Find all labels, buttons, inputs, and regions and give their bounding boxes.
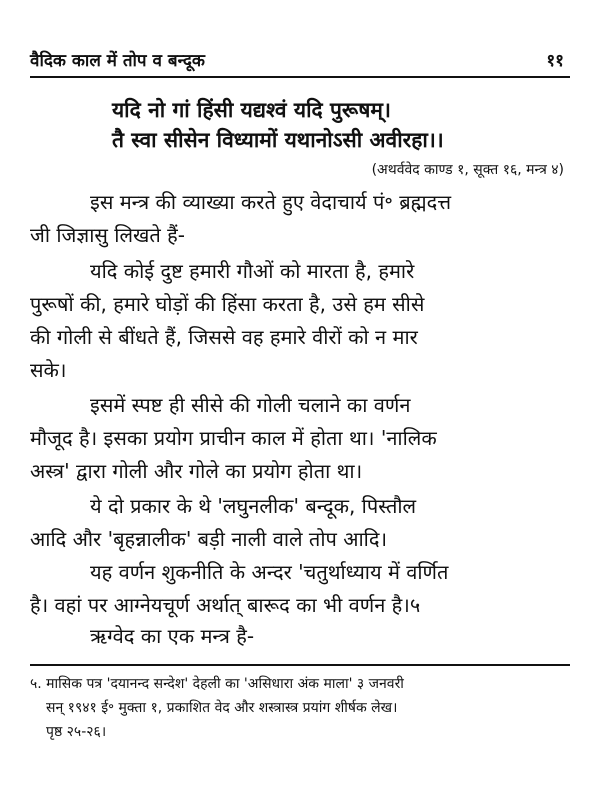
text-line: है। वहां पर आग्नेयचूर्ण अर्थात् बारूद का भी वर्णन है।५ bbox=[30, 593, 421, 617]
verse-line-1: यदि नो गां हिंसी यद्यश्वं यदि पुरूषम्। bbox=[112, 98, 391, 122]
text-line: यदि कोई दुष्ट हमारी गौओं को मारता है, हमारे bbox=[90, 259, 415, 283]
text-line: इसमें स्पष्ट ही सीसे की गोली चलाने का वर्णन bbox=[90, 393, 411, 417]
page-number: ११ bbox=[546, 51, 564, 71]
paragraph-6 bbox=[30, 620, 570, 653]
header-divider bbox=[30, 76, 570, 78]
footnote bbox=[30, 672, 570, 744]
verse-citation: (अथर्ववेद काण्ड १, सूक्त १६, मन्त्र ४) bbox=[371, 162, 564, 178]
text-line: आदि और 'बृहन्नालीक' बड़ी नाली वाले तोप आदि। bbox=[30, 527, 388, 551]
text-line: की गोली से बींधते हैं, जिससे वह हमारे वीरों को न मार bbox=[30, 325, 418, 349]
footnote-line: सन् १९४१ ई॰ मुक्ता १, प्रकाशित वेद और शस्त्रास्त्र प्रयांग शीर्षक लेख। bbox=[46, 700, 398, 716]
paragraph-3 bbox=[30, 389, 570, 488]
footnote-line: पृष्ठ २५-२६। bbox=[46, 724, 107, 740]
text-line: अस्त्र' द्वारा गोली और गोले का प्रयोग होता था। bbox=[30, 459, 363, 483]
footnote-line: ५. मासिक पत्र 'दयानन्द सन्देश' देहली का 'असिधारा अंक माला' ३ जनवरी bbox=[30, 676, 404, 692]
text-line: ये दो प्रकार के थे 'लघुनलीक' बन्दूक, पिस्तौल bbox=[90, 494, 417, 518]
text-line: यह वर्णन शुकनीति के अन्दर 'चतुर्थाध्याय में वर्णित bbox=[90, 560, 449, 584]
text-line: पुरूषों की, हमारे घोड़ों की हिंसा करता है, उसे हम सीसे bbox=[30, 292, 425, 316]
paragraph-5 bbox=[30, 556, 570, 622]
running-title: वैदिक काल में तोप व बन्दूक bbox=[30, 51, 205, 71]
text-line: मौजूद है। इसका प्रयोग प्राचीन काल में होता था। 'नालिक bbox=[30, 426, 437, 450]
text-line: जी जिज्ञासु लिखते हैं- bbox=[30, 223, 185, 247]
verse-line-2: तै स्वा सीसेन विध्यामों यथानोऽसी अवीरहा।। bbox=[112, 128, 444, 152]
running-header bbox=[30, 44, 570, 74]
paragraph-1 bbox=[30, 186, 570, 252]
footnote-divider bbox=[30, 664, 570, 666]
paragraph-4 bbox=[30, 490, 570, 556]
text-line: इस मन्त्र की व्याख्या करते हुए वेदाचार्य पं॰ ब्रह्मदत्त bbox=[90, 190, 452, 214]
paragraph-2 bbox=[30, 255, 570, 387]
text-line: सके। bbox=[30, 358, 67, 382]
text-line: ऋग्वेद का एक मन्त्र है- bbox=[90, 624, 255, 648]
